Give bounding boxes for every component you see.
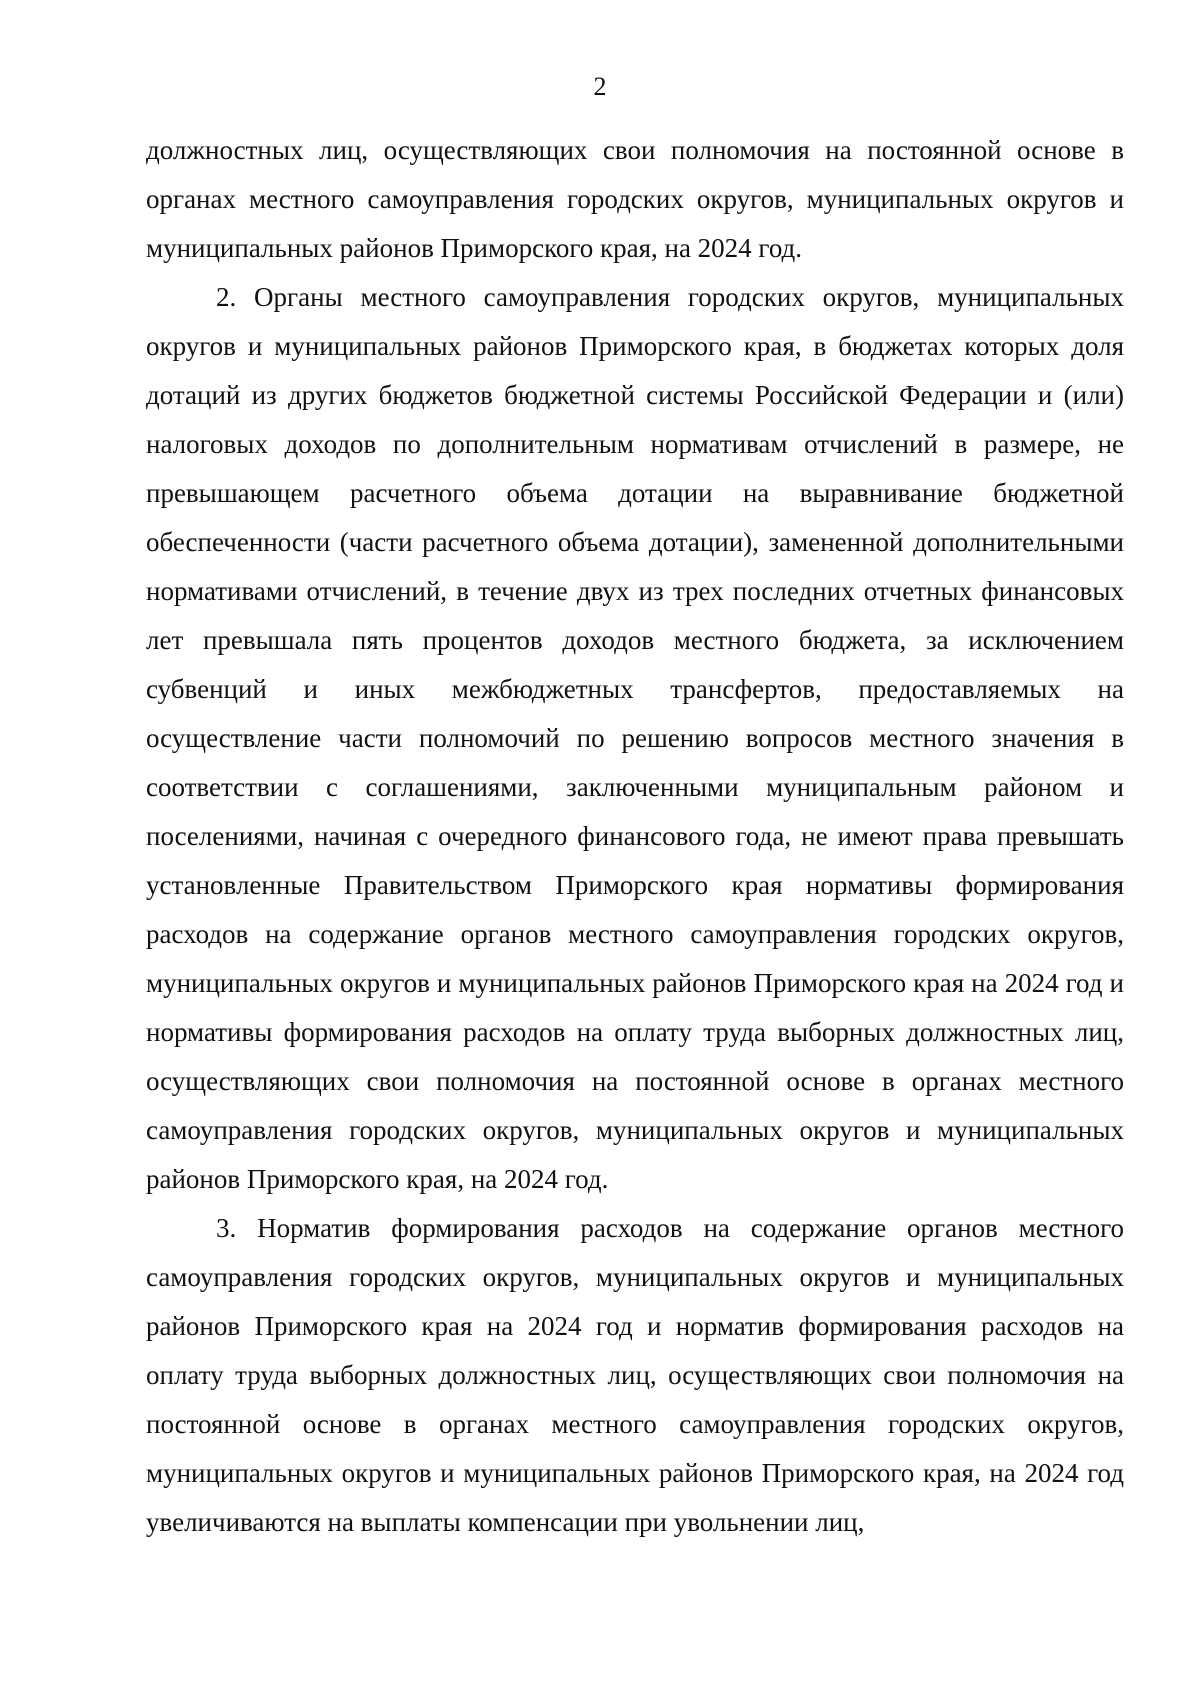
document-body [146,126,1124,1547]
paragraph-continuation: должностных лиц, осуществляющих свои полномочия на постоянной основе в органах местного самоуправления городских округов, муниципальных округов и муниципальных районов Приморского края, на 2024 год. [146,135,1124,263]
page-number: 2 [593,72,607,101]
paragraph-item-2: 2. Органы местного самоуправления городских округов, муниципальных округов и муниципальных районов Приморского края, в бюджетах которых доля дотаций из других бюджетов бюджетной системы Российской Федерации и (или) налоговых доходов по дополнительным нормативам отчислений в размере, не превышающем расчетного объема дотации на выравнивание бюджетной обеспеченности (части расчетного объема дотации), замененной дополнительными нормативами отчислений, в течение двух из трех последних отчетных финансовых лет превышала пять процентов доходов местного бюджета, за исключением субвенций и иных межбюджетных трансфертов, предоставляемых на осуществление части полномочий по решению вопросов местного значения в соответствии с соглашениями, заключенными муниципальным районом и поселениями, начиная с очередного финансового года, не имеют права превышать установленные Правительством Приморского края нормативы формирования расходов на содержание органов местного самоуправления городских округов, муниципальных округов и муниципальных районов Приморского края на 2024 год и нормативы формирования расходов на оплату труда выборных должностных лиц, осуществляющих свои полномочия на постоянной основе в органах местного самоуправления городских округов, муниципальных округов и муниципальных районов Приморского края, на 2024 год. [146,282,1124,1194]
paragraph-item-3: 3. Норматив формирования расходов на содержание органов местного самоуправления городских округов, муниципальных округов и муниципальных районов Приморского края на 2024 год и норматив формирования расходов на оплату труда выборных должностных лиц, осуществляющих свои полномочия на постоянной основе в органах местного самоуправления городских округов, муниципальных округов и муниципальных районов Приморского края, на 2024 год увеличиваются на выплаты компенсации при увольнении лиц, [146,1213,1124,1537]
